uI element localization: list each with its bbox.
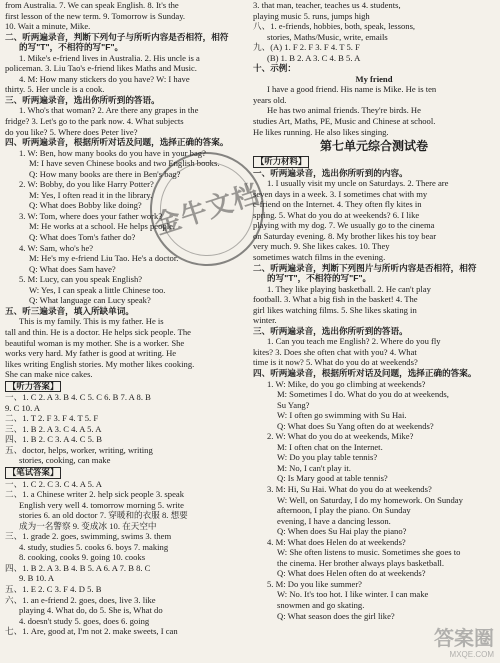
text-line: policeman. 3. Liu Tao's e-friend likes Maths and Music.: [5, 63, 197, 74]
text-line: 1. Mike's e-friend lives in Australia. 2. His uncle is a: [19, 52, 200, 63]
text-line: M: I have seven Chinese books and two English books.: [29, 158, 220, 169]
text-line: snowmen and go skating.: [277, 600, 365, 611]
text-line: Q: What language can Lucy speak?: [29, 295, 151, 306]
text-line: 3. that man, teacher, teaches us 4. students,: [253, 0, 401, 10]
text-line: spring. 5. What do you do at weekends? 6. I like: [253, 209, 420, 220]
text-line: 3. M: Hi, Su Hai. What do you do at weekends?: [267, 484, 432, 495]
site-watermark: [434, 628, 494, 659]
text-line: thirty. 5. Her uncle is a cook.: [5, 84, 105, 95]
text-line: on Saturday evening. 8. My brother likes his toy bear: [253, 230, 437, 241]
text-line: the cinema. Her brother always plays basketball.: [277, 557, 445, 568]
text-line: English very well 4. tomorrow morning 5. write: [19, 499, 184, 510]
section-heading: 一、听两遍录音，选出你所听到的内容。: [253, 167, 408, 178]
section-heading: 的写"T"，不相符的写"F"。: [19, 42, 124, 53]
text-line: playing 4. What do, do 5. She is, What do: [19, 605, 163, 616]
left-column: [5, 0, 245, 637]
section-heading: 二、听两遍录音，判断下列句子与所听内容是否相符，相符: [5, 31, 229, 42]
watermark-url: MXQE.COM: [449, 650, 494, 659]
text-line: Q: Is Mary good at table tennis?: [277, 473, 388, 484]
text-line: 5. M: Lucy, can you speak English?: [19, 274, 143, 285]
text-line: Q: What season does the girl like?: [277, 610, 395, 621]
section-heading: 四、听两遍录音，根据所听对话及问题，选择正确的答案。: [5, 137, 229, 148]
text-line: 1. I usually visit my uncle on Saturdays. 2. There are: [267, 178, 449, 189]
text-line: 1. Can you teach me English? 2. Where do you fly: [267, 336, 441, 347]
text-line: football. 3. What a big fish in the basket! 4. The: [253, 294, 418, 305]
text-line: W: She often listens to music. Sometimes she goes to: [277, 547, 461, 558]
text-line: 五、doctor, helps, worker, writing, writing: [5, 444, 153, 455]
essay-title: My friend: [355, 73, 393, 84]
text-line: He likes running. He also likes singing.: [253, 126, 389, 137]
text-line: 9. C 10. A: [5, 402, 41, 413]
text-line: do you like? 5. Where does Peter live?: [5, 126, 138, 137]
text-line: 1. W: Ben, how many books do you have in your bag?: [19, 147, 206, 158]
text-line: 一、1. C 2. C 3. C 4. A 5. A: [5, 478, 102, 489]
text-line: M: He's my e-friend Liu Tao. He's a doctor.: [29, 253, 179, 264]
text-line: 1. W: Mike, do you go climbing at weekends?: [267, 378, 426, 389]
text-line: M: He works at a school. He helps people.: [29, 221, 176, 232]
text-line: 五、1. E 2. C 3. F 4. D 5. B: [5, 583, 102, 594]
text-line: Q: How many books are there in Ben's bag?: [29, 168, 181, 179]
text-line: 六、1. an e-friend 2. goes, does, live 3. like: [5, 594, 156, 605]
text-line: from Australia. 7. We can speak English. 8. It's the: [5, 0, 179, 10]
text-line: Q: What does Sam have?: [29, 263, 116, 274]
text-line: M: Yes, I often read it in the library.: [29, 189, 153, 200]
section-heading: 十、示例：: [253, 63, 296, 74]
text-line: 1. Who's that woman? 2. Are there any grapes in the: [19, 105, 199, 116]
text-line: years old.: [253, 94, 287, 105]
text-line: 4. M: How many stickers do you have? W: I have: [19, 73, 190, 84]
text-line: 二、1. a Chinese writer 2. help sick people 3. speak: [5, 489, 184, 500]
text-line: girl likes watching films. 5. She likes skating in: [253, 304, 417, 315]
text-line: 1. They like playing basketball. 2. He can't play: [267, 283, 431, 294]
text-line: stories, Maths/Music, write, emails: [267, 31, 388, 42]
text-line: M: I often chat on the Internet.: [277, 441, 383, 452]
text-line: Su Yang?: [277, 399, 310, 410]
text-line: Q: What does Su Yang often do at weekends?: [277, 420, 434, 431]
text-line: 七、1. Are, good at, I'm not 2. make sweets, I can: [5, 626, 178, 637]
text-line: (B) 1. B 2. A 3. C 4. B 5. A: [267, 52, 361, 63]
text-line: stories, cooking, can make: [19, 455, 111, 466]
text-line: kites? 3. Does she often chat with you? 4. What: [253, 346, 417, 357]
text-line: 一、1. C 2. A 3. B 4. C 5. C 6. B 7. A 8. B: [5, 392, 151, 403]
text-line: This is my family. This is my father. He is: [19, 316, 164, 327]
text-line: 三、1. grade 2. goes, swimming, swims 3. them: [5, 531, 172, 542]
text-line: 四、1. B 2. C 3. A 4. C 5. B: [5, 434, 102, 445]
text-line: afternoon, I play the piano. On Sunday: [277, 505, 411, 516]
text-line: stories 6. an old doctor 7. 穿暖和的衣服 8. 想要: [19, 510, 188, 521]
text-line: 4. doesn't study 5. goes, does 6. going: [19, 615, 150, 626]
section-heading: 四、听两遍录音，根据所听对话及问题，选择正确的答案。: [253, 368, 477, 378]
stamp-text: 金牛文档: [150, 177, 263, 240]
text-line: W: No. It's too hot. I like winter. I can make: [277, 589, 429, 600]
section-heading: 三、听两遍录音，选出你所听到的答语。: [5, 94, 160, 105]
section-tag-row: [5, 466, 245, 479]
section-heading: 二、听两遍录音，判断下列图片与所听内容是否相符，相符: [253, 262, 477, 273]
text-line: 4. study, studies 5. cooks 6. boys 7. making: [19, 541, 169, 552]
text-line: first lesson of the new term. 9. Tomorrow is Sunday.: [5, 10, 186, 21]
text-line: time is it now? 5. What do you do at weekends?: [253, 357, 418, 368]
text-line: 10. Wait a minute, Mike.: [5, 21, 91, 32]
text-line: very much. 9. She likes cakes. 10. They: [253, 241, 390, 252]
text-line: fridge? 3. Let's go to the park now. 4. What subjects: [5, 116, 184, 127]
text-line: M: Sometimes I do. What do you do at weekends,: [277, 389, 449, 400]
text-line: tall and thin. He is a doctor. He helps sick people. The: [5, 326, 191, 337]
section-tag-row: [5, 380, 245, 393]
text-line: playing music 5. runs, jumps high: [253, 10, 370, 21]
watermark-title: 答案圈: [434, 628, 494, 650]
text-line: evening, I have a dancing lesson.: [277, 515, 391, 526]
section-tag: 【听力材料】: [253, 156, 309, 168]
text-line: beautiful woman is my mother. She is a worker. She: [5, 337, 185, 348]
text-line: Q: What does Bobby like doing?: [29, 200, 142, 211]
text-line: 8. cooking, cooks 9. going 10. cooks: [19, 552, 146, 563]
text-line: 三、1. B 2. A 3. C 4. A 5. A: [5, 423, 102, 434]
text-line: 八、1. e-friends, hobbies, both, speak, lessons,: [253, 21, 416, 32]
text-line: 2. W: What do you do at weekends, Mike?: [267, 431, 414, 442]
text-line: likes writing English stories. My mother likes cooking.: [5, 358, 195, 369]
unit-title: 第七单元综合测试卷: [319, 139, 428, 154]
section-heading: 五、听三遍录音，填入所缺单词。: [5, 305, 134, 316]
text-line: seven days in a week. 3. I sometimes chat with my: [253, 188, 428, 199]
text-line: works very hard. My father is good at writing. He: [5, 348, 177, 359]
text-line: 2. W: Bobby, do you like Harry Potter?: [19, 179, 154, 190]
text-line: M: No, I can't play it.: [277, 462, 351, 473]
text-line: studies Art, Maths, PE, Music and Chinese at school.: [253, 116, 436, 127]
text-line: 5. M: Do you like summer?: [267, 578, 362, 589]
text-line: winter.: [253, 315, 277, 326]
section-tag: 【听力答案】: [5, 381, 61, 393]
text-line: sometimes watch films in the evening.: [253, 251, 386, 262]
section-tag-row: [253, 155, 495, 168]
text-line: 9. B 10. A: [19, 573, 55, 584]
text-line: e-friend on the Internet. 4. They often fly kites in: [253, 199, 422, 210]
section-heading: 的写"T"，不相符的写"F"。: [267, 273, 372, 284]
text-line: W: Do you play table tennis?: [277, 452, 378, 463]
text-line: Q: When does Su Hai play the piano?: [277, 526, 407, 537]
text-line: 成为一名警察 9. 变成冰 10. 在天空中: [19, 520, 157, 531]
text-line: I have a good friend. His name is Mike. He is ten: [267, 84, 437, 95]
text-line: She can make nice cakes.: [5, 369, 93, 380]
section-tag: 【笔试答案】: [5, 467, 61, 479]
text-line: 3. W: Tom, where does your father work?: [19, 210, 163, 221]
text-line: 二、1. T 2. F 3. F 4. T 5. F: [5, 413, 99, 424]
section-heading: 三、听两遍录音，选出你所听到的答语。: [253, 325, 408, 336]
text-line: 4. W: Sam, who's he?: [19, 242, 94, 253]
text-line: W: Well, on Saturday, I do my homework. On Sunday: [277, 494, 463, 505]
text-line: Q: What does Tom's father do?: [29, 232, 136, 243]
right-column: [253, 0, 495, 621]
text-line: W: I often go swimming with Su Hai.: [277, 410, 407, 421]
text-line: W: Yes, I can speak a little Chinese too.: [29, 284, 166, 295]
text-line: He has two animal friends. They're birds. He: [267, 105, 421, 116]
text-line: 九、(A) 1. F 2. F 3. F 4. T 5. F: [253, 42, 360, 53]
text-line: Q: What does Helen often do at weekends?: [277, 568, 426, 579]
text-line: 4. M: What does Helen do at weekends?: [267, 536, 406, 547]
text-line: playing with my dog. 7. We usually go to the cinema: [253, 220, 435, 231]
text-line: 四、1. B 2. A 3. B 4. B 5. A 6. A 7. B 8. C: [5, 562, 151, 573]
